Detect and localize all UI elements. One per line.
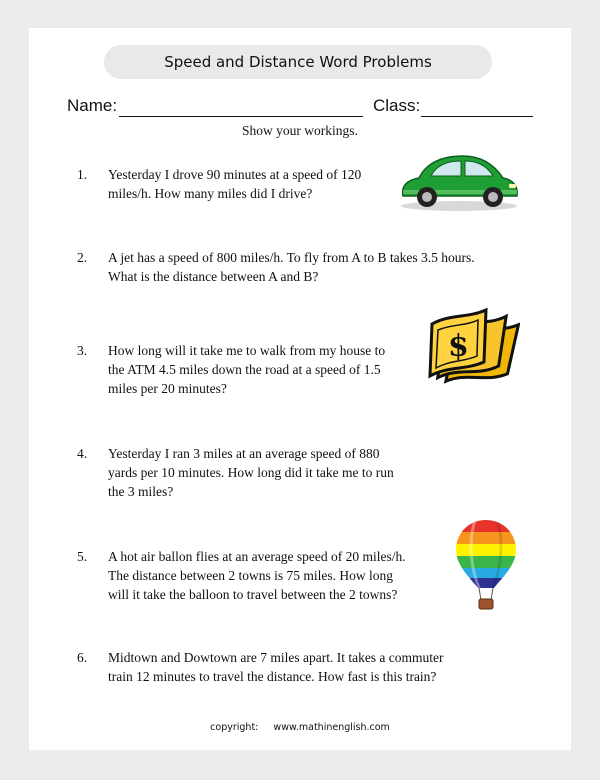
footer	[29, 722, 571, 733]
instructions-text: Show your workings.	[242, 123, 358, 138]
question-number: 3.	[77, 343, 88, 358]
class-blank-line[interactable]	[421, 116, 533, 117]
question-line: A jet has a speed of 800 miles/h. To fly from A to B takes 3.5 hours.	[108, 250, 475, 265]
question-number: 4.	[77, 446, 88, 461]
question-number: 2.	[77, 250, 88, 265]
name-blank-line[interactable]	[119, 116, 363, 117]
question-line: The distance between 2 towns is 75 miles. How long	[108, 568, 393, 583]
hot-air-balloon-icon	[454, 518, 518, 612]
question-line: miles/h. How many miles did I drive?	[108, 186, 313, 201]
question-line: Yesterday I ran 3 miles at an average speed of 880	[108, 446, 380, 461]
question-line: yards per 10 minutes. How long did it take me to run	[108, 465, 394, 480]
question-line: Midtown and Dowtown are 7 miles apart. It takes a commuter	[108, 650, 444, 665]
question-line: What is the distance between A and B?	[108, 269, 319, 284]
question-number: 6.	[77, 650, 88, 665]
copyright-label: copyright:	[210, 722, 259, 733]
question-line: the ATM 4.5 miles down the road at a speed of 1.5	[108, 362, 381, 377]
question-text	[108, 341, 478, 398]
question-text	[108, 248, 508, 286]
question-number: 5.	[77, 549, 88, 564]
question-line: miles per 20 minutes?	[108, 381, 227, 396]
question-line: train 12 minutes to travel the distance. How fast is this train?	[108, 669, 437, 684]
question-number: 1.	[77, 167, 88, 182]
worksheet-page	[29, 28, 571, 750]
question-line: How long will it take me to walk from my house to	[108, 343, 386, 358]
dollar-symbol: $	[448, 329, 469, 364]
question-line: will it take the balloon to travel between the 2 towns?	[108, 587, 398, 602]
question-line: A hot air ballon flies at an average speed of 20 miles/h.	[108, 549, 406, 564]
worksheet-title: Speed and Distance Word Problems	[104, 45, 492, 79]
question-text	[108, 547, 478, 604]
question-line: the 3 miles?	[108, 484, 174, 499]
class-label: Class:	[373, 96, 421, 115]
question-text	[108, 648, 528, 686]
question-line: Yesterday I drove 90 minutes at a speed of 120	[108, 167, 362, 182]
name-label: Name:	[67, 96, 118, 115]
question-text	[108, 444, 478, 501]
site-link[interactable]: www.mathinenglish.com	[273, 722, 390, 733]
dollar-bills-icon	[424, 306, 520, 394]
green-car-icon	[397, 152, 521, 212]
